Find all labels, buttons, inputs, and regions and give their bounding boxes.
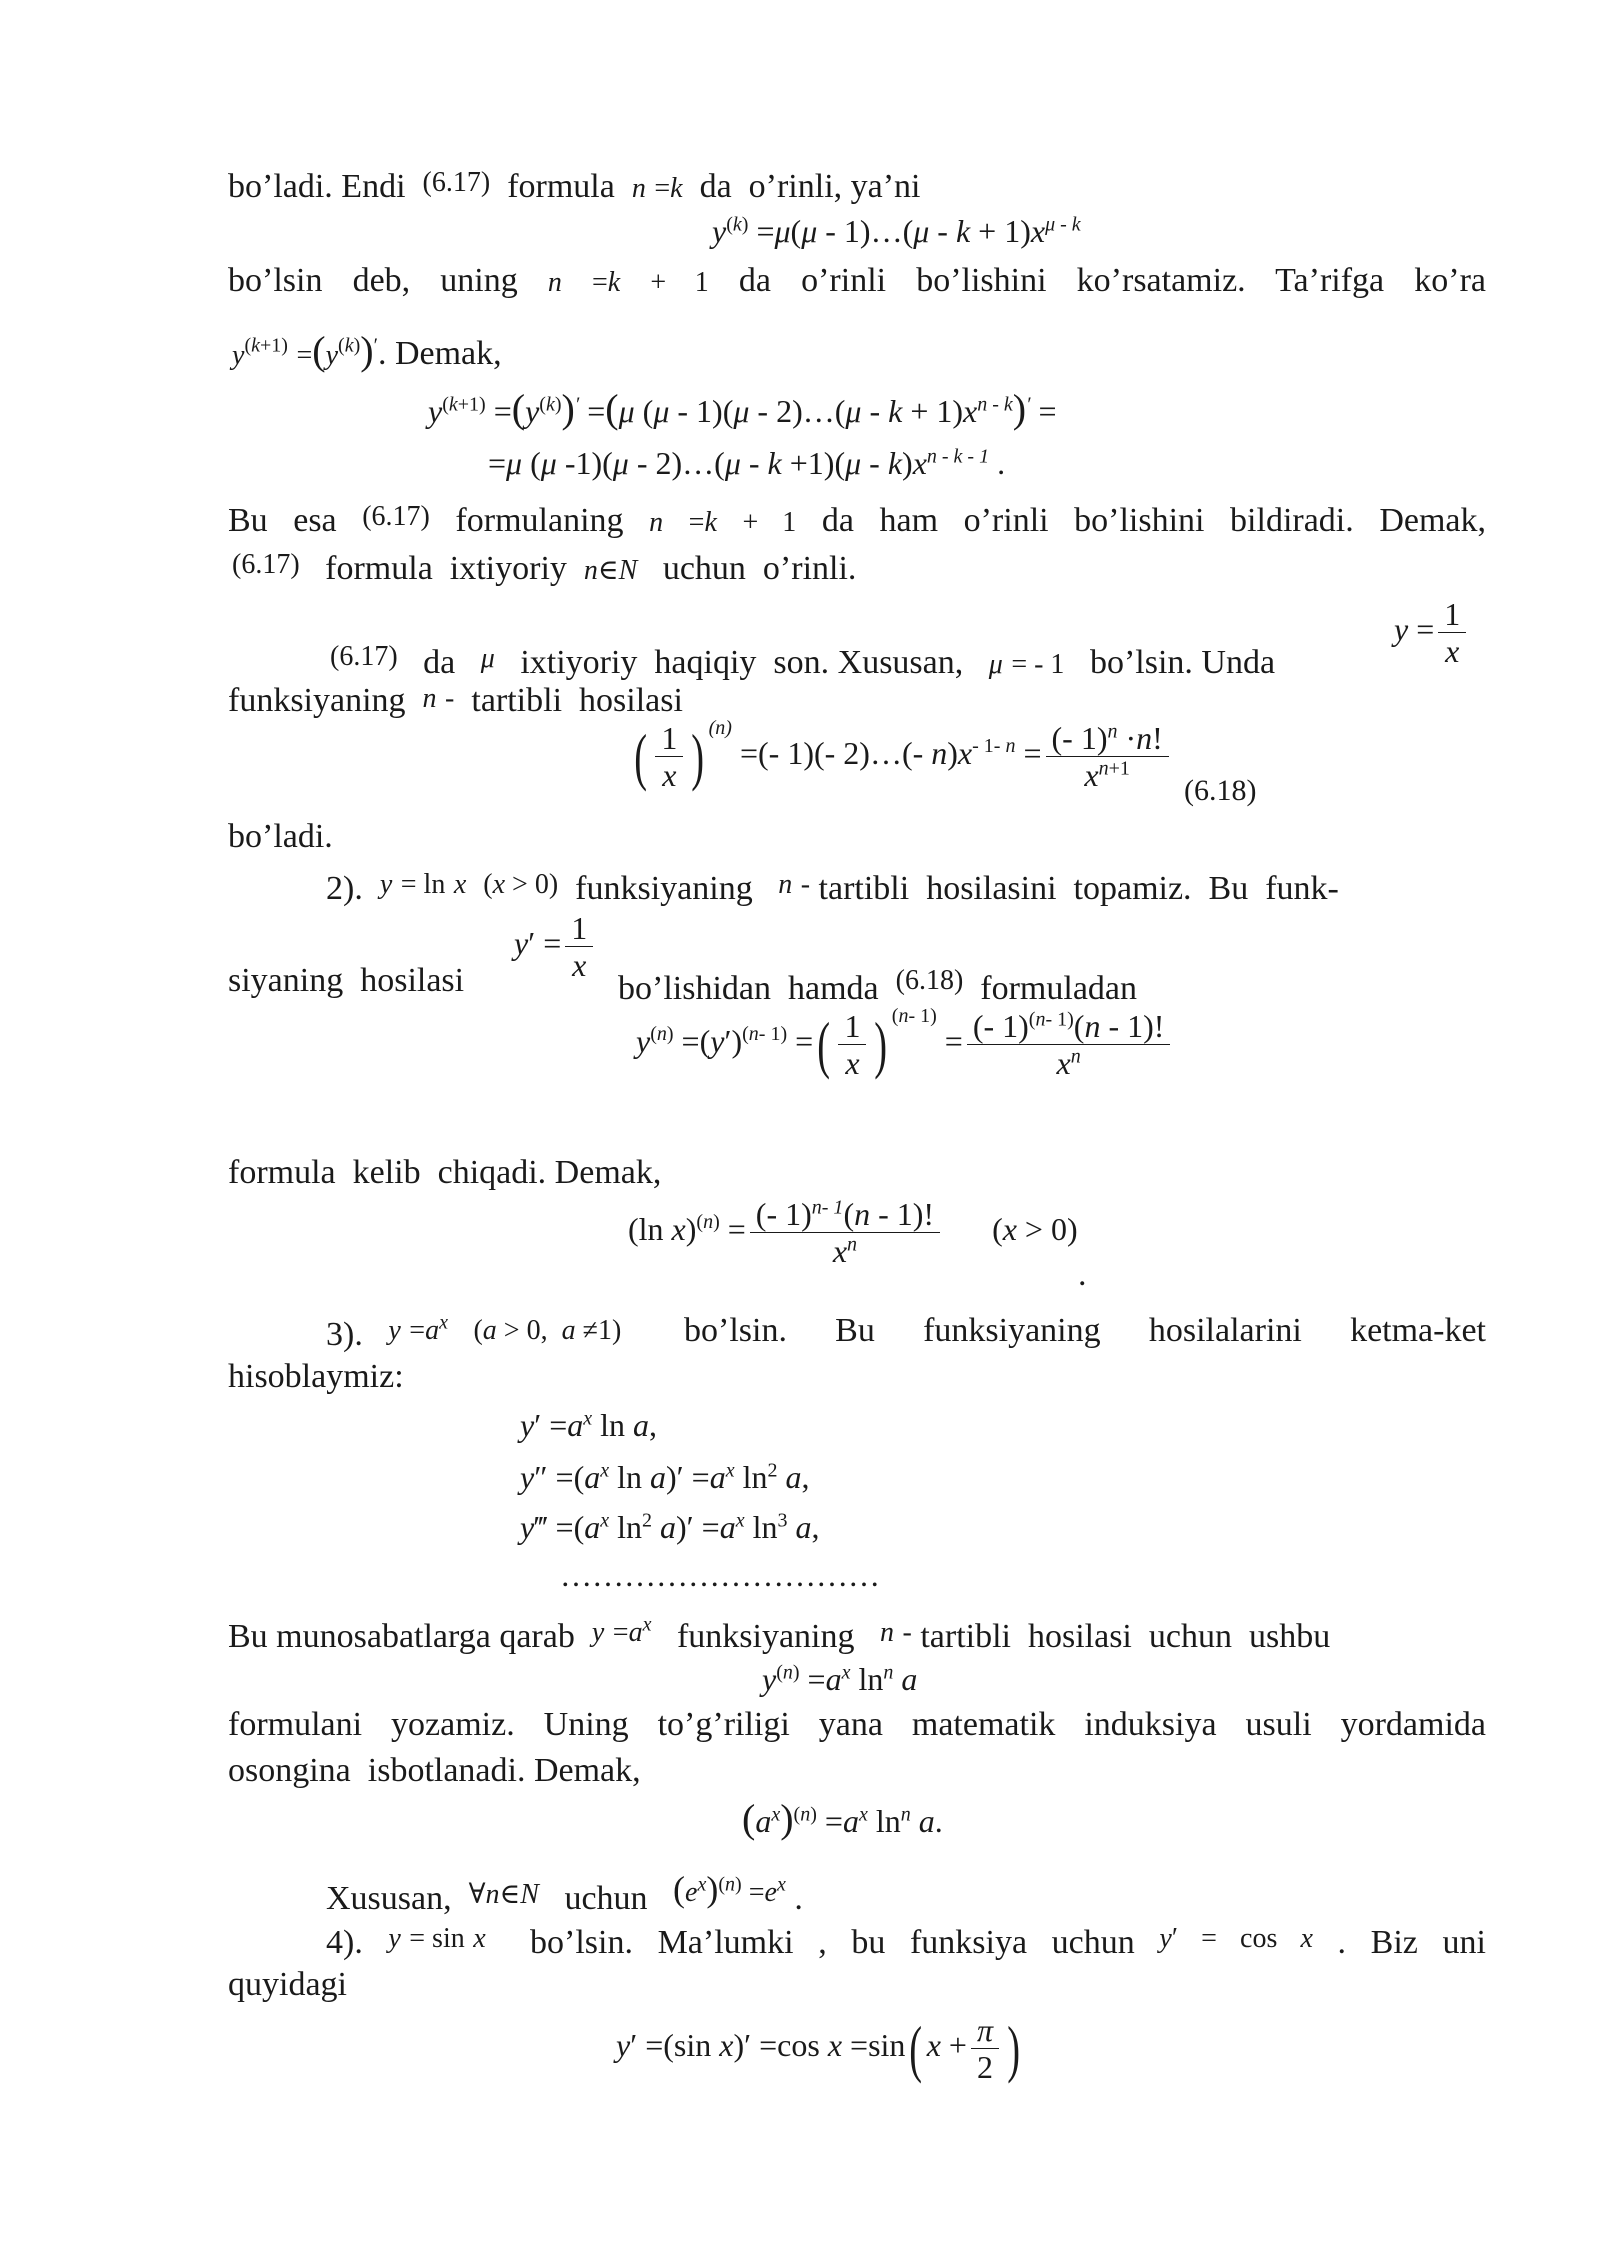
equation-7: $y^{(n)} =a^x$ $\ln^n a$	[762, 1661, 918, 1697]
equation-y-prime-1-over-x: y′ = $\frac{1}{x}$	[514, 910, 597, 983]
text-line-4: Bu esa (6.17) formulaning n =k + 1 da ham o’rinli bo’lishini bildiradi. Demak,	[228, 501, 1486, 539]
equation-8: $(a^x)^{(n)} =a^x$ $\ln^n a$.	[742, 1796, 943, 1841]
text-line-18-right: bo’lsin. Ma’lumki , bu funksiya uchun y′ = cos x . Biz uni	[530, 1923, 1486, 1961]
text-line-14: Bu munosabatlarga qarab $y =a^x$ funksiyaning n - tartibli hosilasi uchun ushbu	[228, 1613, 1331, 1655]
text-line-19: quyidagi	[228, 1966, 347, 2003]
equation-2a: $y^{(k+1)} =(y^{(k)})' =(\mu$ (μ - 1)(μ - 2)…(μ - $k + 1)x^{n - k})'$ =	[428, 386, 1057, 431]
text-line-13: hisoblaymiz:	[228, 1358, 404, 1395]
text-line-9: 2). y = ln x (x > 0) funksiyaning n - tartibli hosilasini topamiz. Bu funk-	[326, 869, 1339, 907]
equation-2b: =μ (μ -1)(μ - 2)…(μ - $k +1)(\mu - k)x^{n - k - 1}$ .	[488, 445, 1006, 481]
text-line-10b: bo’lishidan hamda $^{(6.18)}$ formuladan	[618, 965, 1137, 1007]
equation-9: y′ =(sin x)′ =cos x =sin( x + $\frac{\pi}{2}$ )	[616, 2012, 1021, 2085]
equation-6c: y‴ $=(a^x$ $\ln^2 a)' =a^x$ $\ln^3 a$,	[520, 1509, 820, 1545]
equation-1: $y^{(k)} =\mu(\mu$ - 1)…(μ - $k + 1)x^{\mu - k}$	[712, 213, 1081, 249]
equation-6b: $y'' =(a^x$ $\ln a)' =a^x$ $\ln^2 a$,	[520, 1459, 810, 1495]
equation-5-period: .	[1078, 1256, 1087, 1293]
equation-4: $y^{(n)} =(y')^{(n- 1)}$ =( $\frac{1}{x}$ ) $^{(n- 1)}$ = $\frac{(- 1)^{(n- 1)}(n - 1)!}{x^n}$	[636, 1008, 1174, 1081]
text-line-18-left: 4). y = sin x	[326, 1923, 486, 1961]
text-line-11: formula kelib chiqadi. Demak,	[228, 1154, 662, 1191]
text-line-8: bo’ladi.	[228, 818, 333, 855]
text-line-12-right: bo’lsin. Bu funksiyaning hosilalarini ketma-ket	[684, 1312, 1486, 1349]
equation-6a: $y' =a^x$ ln a,	[520, 1407, 658, 1443]
equation-5: (ln x)$^{(n)}$ = $\frac{(- 1)^{n- 1}(n - 1)!}{x^n}$ (x > 0)	[628, 1196, 1078, 1269]
text-line-3: $y^{(k+1)} =(y^{(k)})'$. Demak,	[232, 328, 502, 373]
equation-y-1-over-x: y = $\frac{1}{x}$	[1394, 596, 1470, 669]
text-line-16: osongina isbotlanadi. Demak,	[228, 1752, 641, 1789]
equation-3: ( $\frac{1}{x}$ ) $^{(n)}$ =(- 1)(- 2)…(- $n)x^{- 1- n}$ = $\frac{(- 1)^n \cdot n!}{x^{n+1}}$	[630, 720, 1173, 793]
text-line-10: siyaning hosilasi	[228, 962, 499, 999]
equation-6d: …………………………	[560, 1557, 880, 1593]
text-line-2: bo’lsin deb, uning n =k + 1 da o’rinli bo’lishini ko’rsatamiz. Ta’rifga ko’ra	[228, 262, 1487, 299]
text-line-7: funksiyaning n - tartibli hosilasi	[228, 682, 683, 719]
text-line-12-left: 3). $y =a^x$ (a > 0, a ≠1)	[326, 1311, 622, 1353]
text-line-1: bo’ladi. Endi (6.17) formula n =k da o’rinli, ya’ni	[228, 167, 921, 205]
equation-number-6-18: (6.18)	[1184, 774, 1257, 807]
text-line-6: $^{(6.17)}$ da μ ixtiyoriy haqiqiy son. Xususan, μ = - 1 bo’lsin. Unda	[330, 641, 1276, 681]
text-line-17: Xususan, ∀n∈N uchun $^{(e^x)^{(n)} =e^x}$ .	[326, 1869, 803, 1917]
text-line-5: (6.17) formula ixtiyoriy n∈N uchun o’rinli.	[232, 549, 857, 587]
text-line-15: formulani yozamiz. Uning to’g’riligi yana matematik induksiya usuli yordamida	[228, 1706, 1486, 1743]
